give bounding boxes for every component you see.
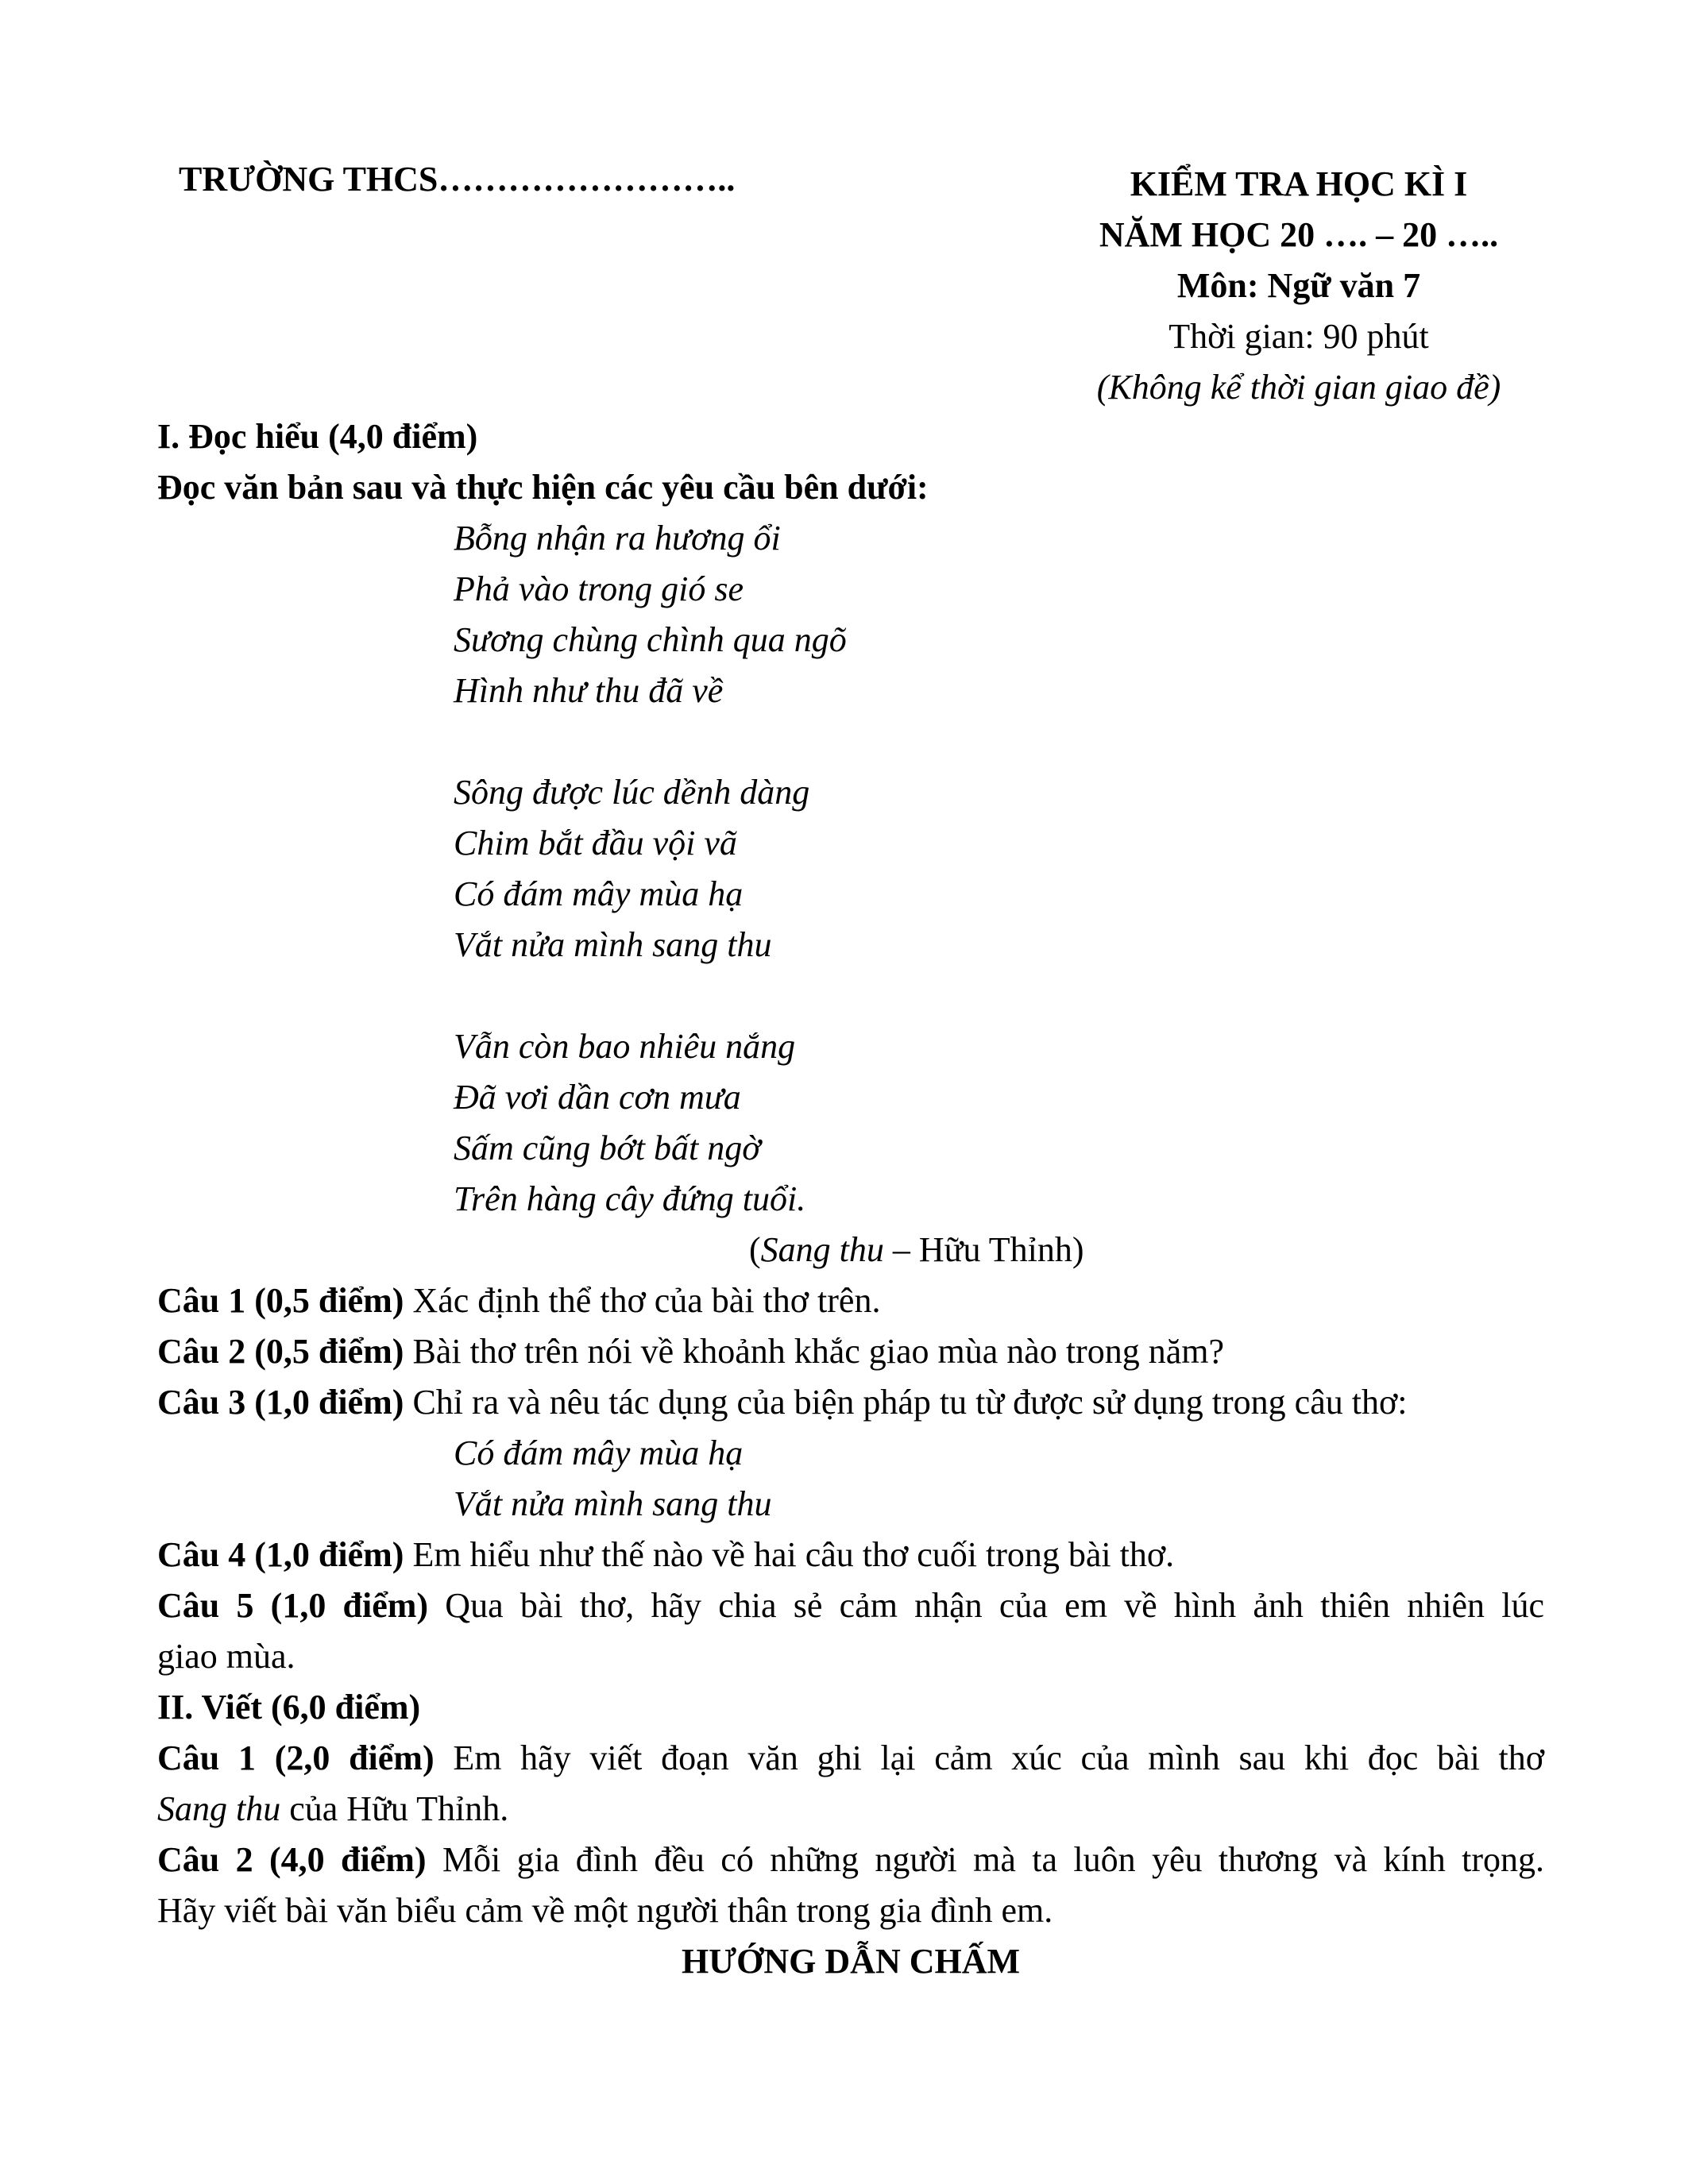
question-1: Câu 1 (0,5 điểm) Xác định thể thơ của bài thơ trên.: [157, 1281, 881, 1320]
poem: [157, 513, 1544, 1225]
duration: Thời gian: 90 phút: [1168, 317, 1429, 356]
question-5: Câu 5 (1,0 điểm) Qua bài thơ, hãy chia sẻ cảm nhận của em về hình ảnh thiên nhiên lúc: [157, 1586, 1544, 1625]
exam-header: [866, 159, 1688, 413]
quote-line: Vắt nửa mình sang thu: [454, 1484, 772, 1523]
part1-instruction: Đọc văn bản sau và thực hiện các yêu cầu bên dưới:: [157, 468, 929, 507]
part1-title: I. Đọc hiểu (4,0 điểm): [157, 417, 478, 456]
question-2: Câu 2 (0,5 điểm) Bài thơ trên nói về khoảnh khắc giao mùa nào trong năm?: [157, 1332, 1224, 1371]
quote-line: Có đám mây mùa hạ: [454, 1433, 744, 1472]
poem-line: Vắt nửa mình sang thu: [454, 925, 772, 964]
poem-line: Bỗng nhận ra hương ổi: [454, 519, 781, 558]
poem-line: Chim bắt đầu vội vã: [454, 824, 737, 862]
poem-line: Sương chùng chình qua ngõ: [454, 620, 847, 659]
guide-title: HƯỚNG DẪN CHẤM: [681, 1942, 1021, 1981]
part2-title: II. Viết (6,0 điểm): [157, 1688, 421, 1727]
school-name: TRƯỜNG THCS……………………..: [179, 160, 736, 199]
poem-title: Sang thu: [760, 1230, 884, 1269]
question-4: Câu 4 (1,0 điểm) Em hiểu như thế nào về hai câu thơ cuối trong bài thơ.: [157, 1535, 1175, 1574]
poem-line: Phả vào trong gió se: [454, 569, 744, 608]
poem-line: Có đám mây mùa hạ: [454, 874, 744, 913]
poem-line: Đã vơi dần cơn mưa: [454, 1078, 741, 1117]
duration-note: (Không kể thời gian giao đề): [1096, 368, 1501, 407]
poem-line: Trên hàng cây đứng tuổi.: [454, 1179, 806, 1218]
poem-line: Vẫn còn bao nhiêu nắng: [454, 1027, 796, 1066]
writing-question-1: Câu 1 (2,0 điểm) Em hãy viết đoạn văn ghi lại cảm xúc của mình sau khi đọc bài thơ: [157, 1738, 1545, 1777]
writing-question-1-cont: Sang thu của Hữu Thỉnh.: [157, 1789, 509, 1828]
poem-line: Sông được lúc dềnh dàng: [454, 773, 810, 812]
exam-body: [157, 411, 1544, 1987]
school-year: NĂM HỌC 20 …. – 20 …..: [1099, 215, 1499, 254]
question-3-quote: [157, 1428, 1544, 1530]
poem-line: Sấm cũng bớt bất ngờ: [454, 1129, 761, 1167]
question-3: Câu 3 (1,0 điểm) Chỉ ra và nêu tác dụng của biện pháp tu từ được sử dụng trong câu thơ:: [157, 1383, 1408, 1422]
writing-question-2-cont: Hãy viết bài văn biểu cảm về một người thân trong gia đình em.: [157, 1891, 1053, 1930]
subject: Môn: Ngữ văn 7: [1176, 266, 1421, 305]
poem-line: Hình như thu đã về: [454, 671, 724, 710]
poem-source: (Sang thu – Hữu Thỉnh): [749, 1230, 1084, 1269]
exam-title: KIỂM TRA HỌC KÌ I: [1130, 164, 1468, 203]
writing-question-2: Câu 2 (4,0 điểm) Mỗi gia đình đều có những người mà ta luôn yêu thương và kính trọng.: [157, 1840, 1544, 1879]
question-5-cont: giao mùa.: [157, 1637, 295, 1676]
